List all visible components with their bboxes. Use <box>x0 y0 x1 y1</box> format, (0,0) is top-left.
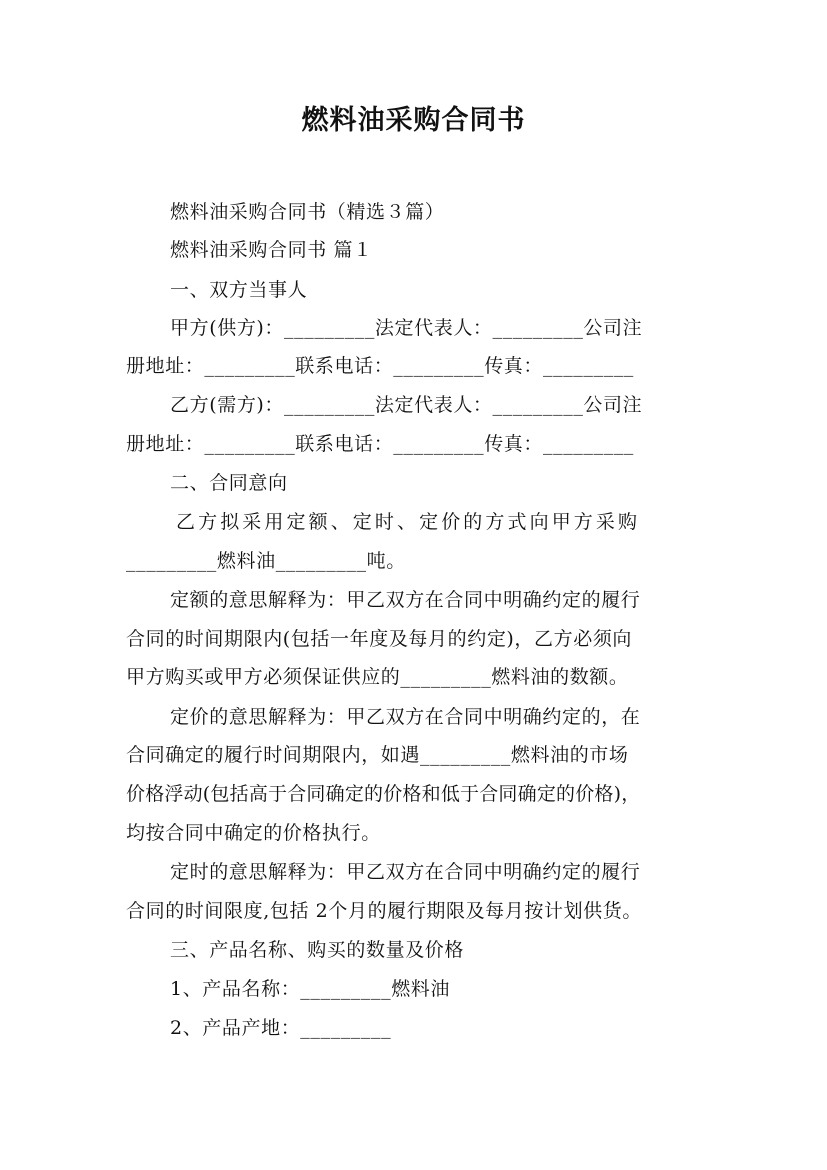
paragraph-line: 册地址：_________联系电话：_________传真：_________ <box>126 433 634 455</box>
paragraph-line: 甲方购买或甲方必须保证供应的_________燃料油的数额。 <box>126 666 629 688</box>
paragraph-line: 乙方(需方)：_________法定代表人：_________公司注 <box>170 394 643 416</box>
paragraph-line: 乙方拟采用定额、定时、定价的方式向甲方采购 <box>176 511 641 533</box>
paragraph-line: 1、产品名称：_________燃料油 <box>170 978 450 1000</box>
paragraph-line: 甲方(供方)：_________法定代表人：_________公司注 <box>170 317 643 339</box>
document-title: 燃料油采购合同书 <box>301 105 526 136</box>
paragraph-line: 册地址：_________联系电话：_________传真：_________ <box>126 355 634 377</box>
clause-heading: 二、合同意向 <box>170 472 288 494</box>
clause-heading: 三、产品名称、购买的数量及价格 <box>170 939 465 961</box>
paragraph-line: 均按合同中确定的价格执行。 <box>126 822 381 844</box>
paragraph-line: 价格浮动(包括高于合同确定的价格和低于合同确定的价格)， <box>126 783 641 805</box>
section-heading: 燃料油采购合同书 篇１ <box>170 239 373 261</box>
clause-heading: 一、双方当事人 <box>170 279 308 301</box>
paragraph-line: 定时的意思解释为：甲乙双方在合同中明确约定的履行 <box>170 861 641 883</box>
paragraph-line: 2、产品产地：_________ <box>170 1017 392 1039</box>
paragraph-line: 定价的意思解释为：甲乙双方在合同中明确约定的，在 <box>170 706 641 728</box>
paragraph-line: _________燃料油_________吨。 <box>126 550 406 572</box>
paragraph-line: 定额的意思解释为：甲乙双方在合同中明确约定的履行 <box>170 589 641 611</box>
paragraph-line: 合同确定的履行时间期限内，如遇_________燃料油的市场 <box>126 744 629 766</box>
subtitle-line: 燃料油采购合同书（精选３篇） <box>170 201 445 223</box>
paragraph-line: 合同的时间限度,包括 2个月的履行期限及每月按计划供货。 <box>126 900 642 922</box>
paragraph-line: 合同的时间期限内(包括一年度及每月的约定)，乙方必须向 <box>126 628 633 650</box>
